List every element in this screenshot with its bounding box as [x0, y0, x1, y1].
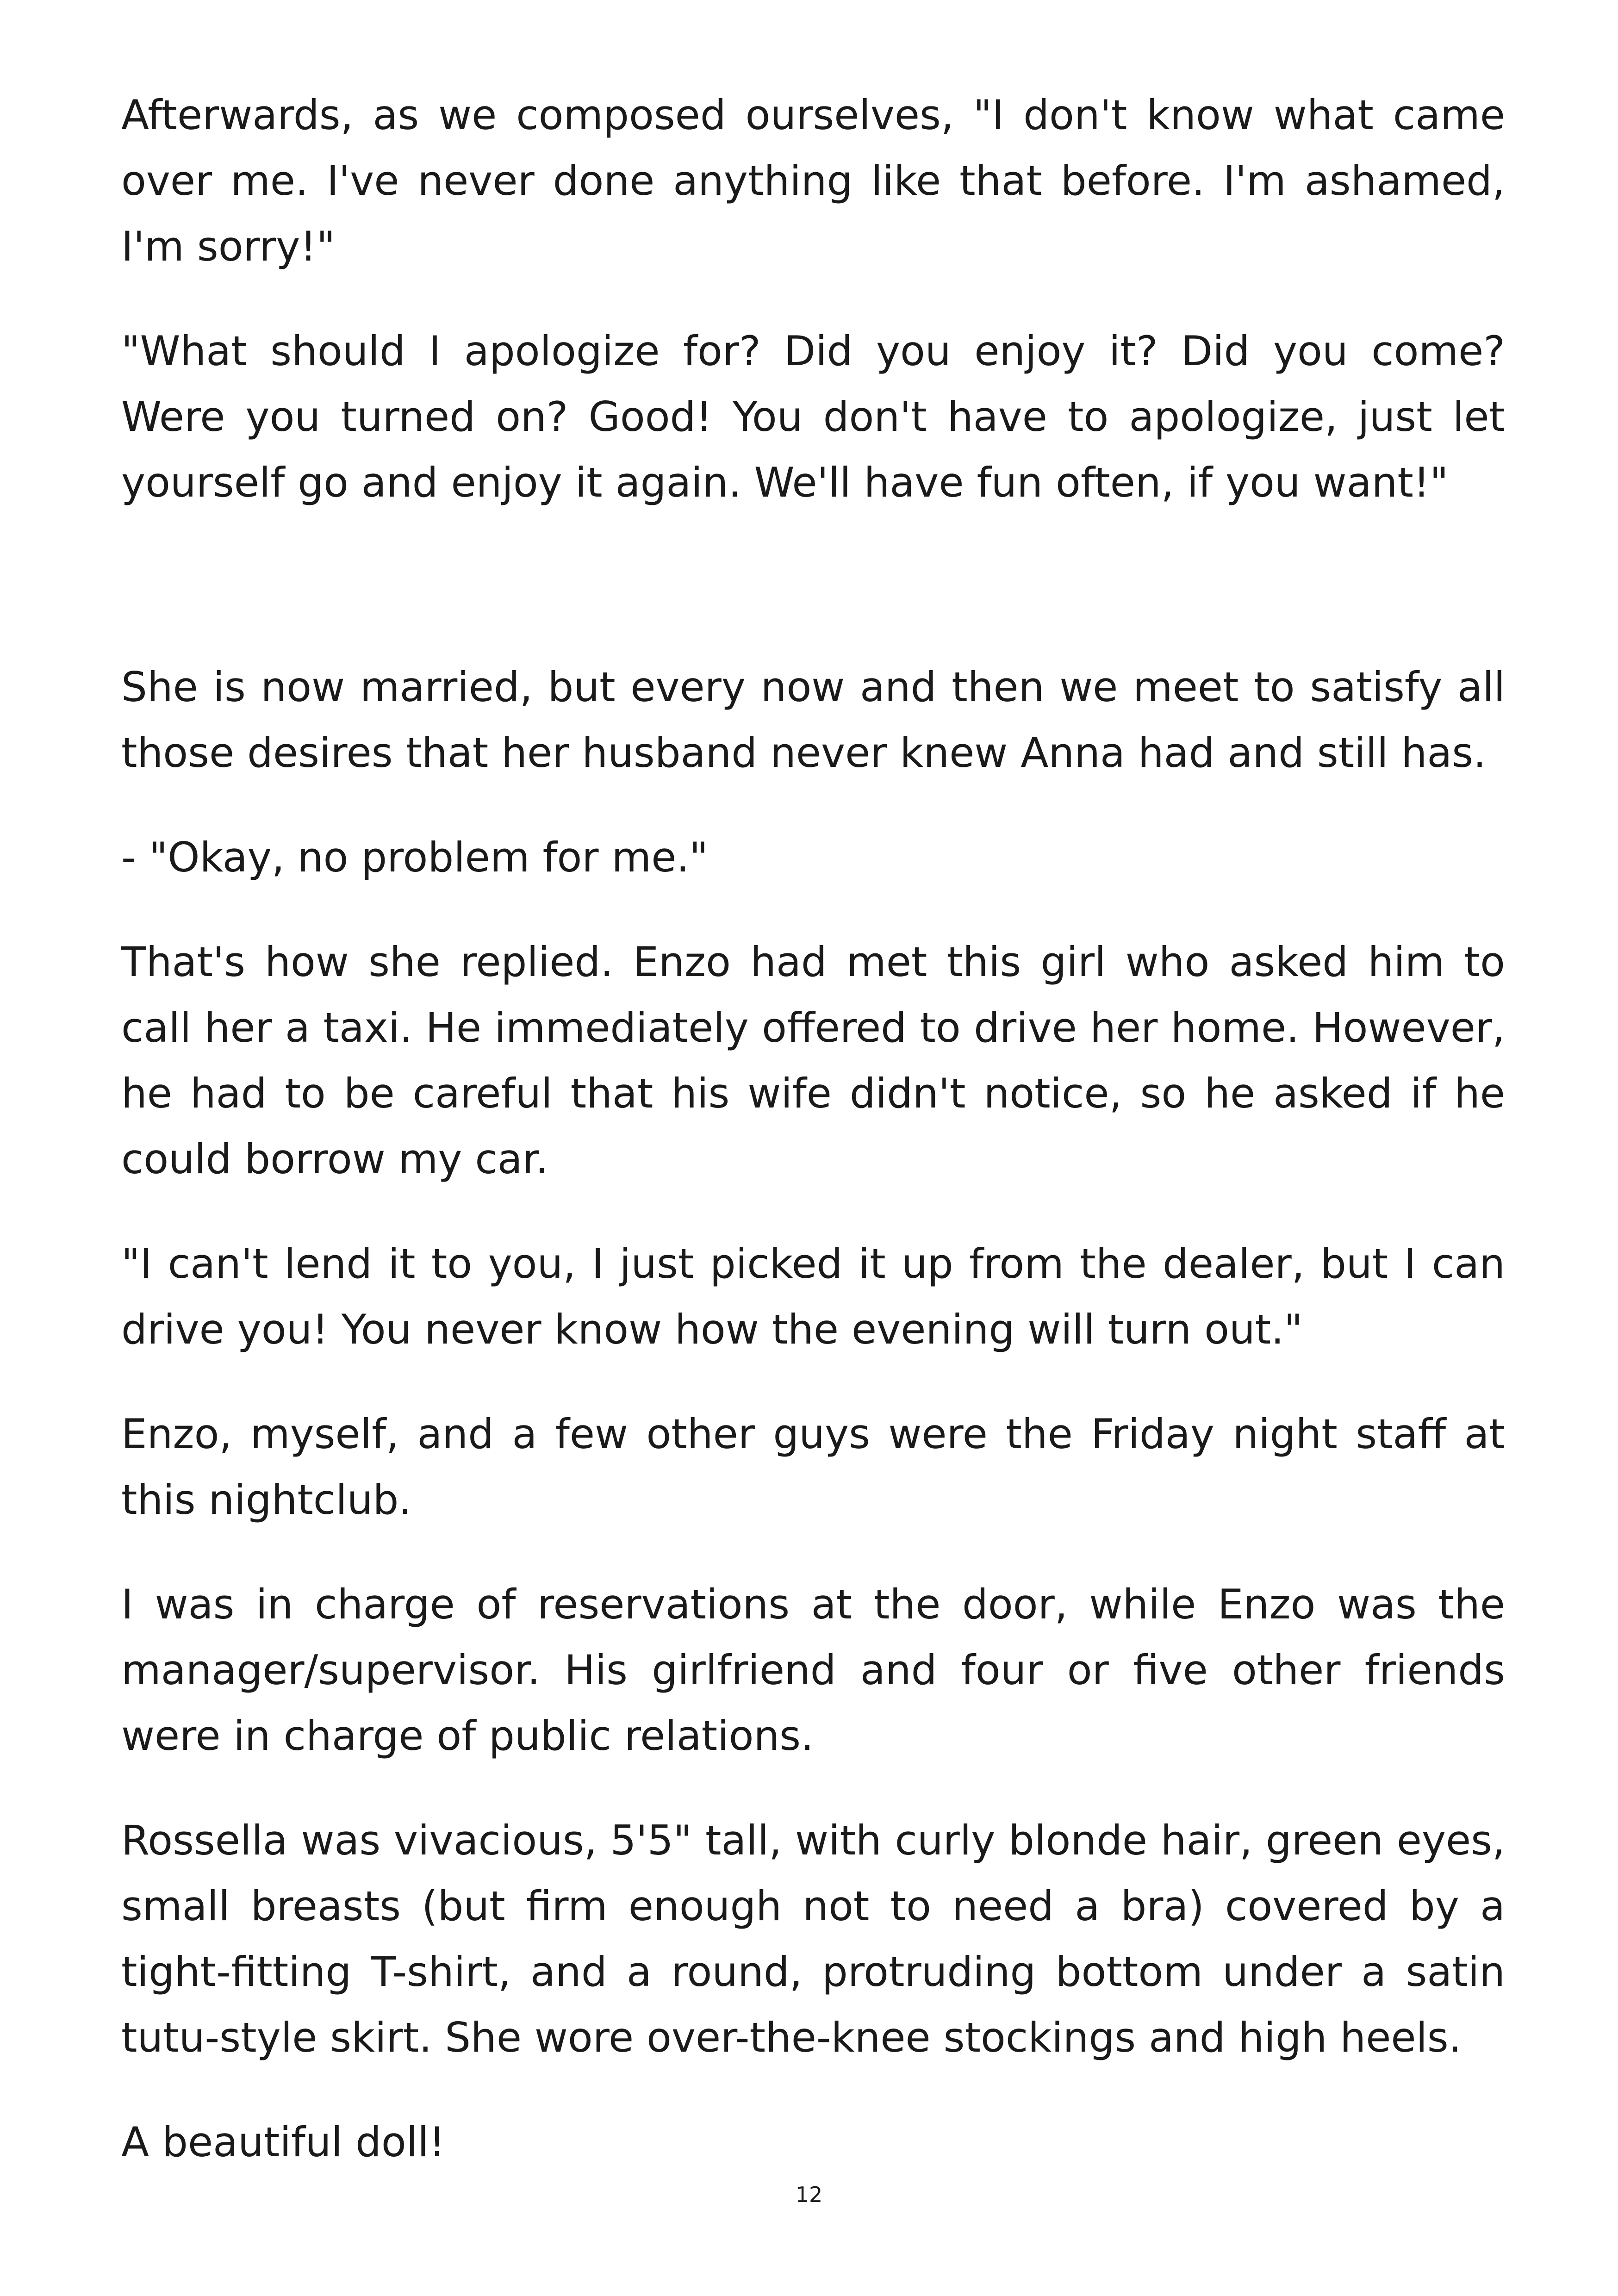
paragraph-staff: Enzo, myself, and a few other guys were the Friday night staff at this nightclub.: [121, 1410, 1505, 1524]
paragraph-reply: "What should I apologize for? Did you enjoy it? Did you come? Were you turned on? Good! You don't have to apologize, just let yourself go and enjoy it again. We'll have fun often, if you want!": [121, 327, 1505, 506]
body-text: [121, 82, 1505, 2214]
paragraph-rossella: Rossella was vivacious, 5'5" tall, with curly blonde hair, green eyes, small breasts (but firm enough not to need a bra) covered by a tight-fitting T-shirt, and a round, protruding bottom under a satin tutu-style skirt. She wore over-the-knee stockings and high heels.: [121, 1817, 1505, 2061]
page-number: 12: [795, 2182, 823, 2207]
paragraph-married: She is now married, but every now and then we meet to satisfy all those desires that her husband never knew Anna had and still has.: [121, 663, 1505, 777]
paragraph-doll: A beautiful doll!: [121, 2118, 445, 2166]
paragraph-apology: Afterwards, as we composed ourselves, "I don't know what came over me. I've never done anything like that before. I'm ashamed, I'm sorry!": [121, 91, 1505, 270]
paragraph-lend-car: "I can't lend it to you, I just picked it up from the dealer, but I can drive you! You never know how the evening will turn out.": [121, 1240, 1505, 1353]
paragraph-okay: - "Okay, no problem for me.": [121, 834, 708, 881]
paragraph-reservations: I was in charge of reservations at the door, while Enzo was the manager/supervisor. His girlfriend and four or five other friends were in charge of public relations.: [121, 1580, 1505, 1760]
paragraph-taxi: That's how she replied. Enzo had met this girl who asked him to call her a taxi. He immediately offered to drive her home. However, he had to be careful that his wife didn't notice, so he asked if he could borrow my car.: [121, 938, 1505, 1183]
